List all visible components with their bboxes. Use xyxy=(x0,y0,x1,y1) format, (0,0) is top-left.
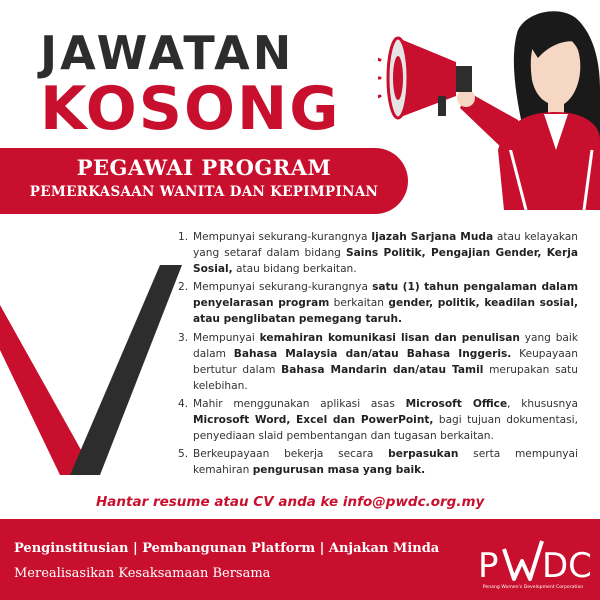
requirement-item xyxy=(178,279,578,327)
requirement-text xyxy=(193,446,578,478)
job-title: PEGAWAI PROGRAM xyxy=(76,155,332,180)
requirement-segment: bagi tujuan dokumentasi, penyediaan slaid pembentangan dan tugasan berkaitan. xyxy=(193,414,578,443)
headline-line1: JAWATAN xyxy=(40,26,295,80)
requirement-segment: yang baik dalam xyxy=(193,331,578,360)
requirements-list xyxy=(178,229,578,480)
requirement-emphasis: Microsoft Office xyxy=(405,397,508,410)
requirement-segment: serta mempunyai kemahiran xyxy=(193,448,578,477)
logo-subtext: Penang Women's Development Corporation xyxy=(482,585,584,590)
requirement-item xyxy=(178,446,578,478)
footer xyxy=(0,519,600,600)
requirement-text xyxy=(193,229,578,277)
requirement-number: 5. xyxy=(178,448,189,461)
requirement-emphasis: pengurusan masa yang baik. xyxy=(252,464,426,477)
requirement-segment: Berkeupayaan bekerja secara xyxy=(193,448,389,461)
requirement-number: 3. xyxy=(178,331,189,344)
headline-line2: KOSONG xyxy=(40,74,341,144)
requirement-segment: atau bidang berkaitan. xyxy=(232,263,357,276)
requirement-number: 2. xyxy=(178,281,189,294)
woman-megaphone-illustration xyxy=(378,0,600,210)
requirement-emphasis: Bahasa Malaysia dan/atau Bahasa Inggeris. xyxy=(233,347,512,360)
megaphone-icon xyxy=(388,38,472,118)
requirement-item xyxy=(178,330,578,394)
requirement-text xyxy=(193,396,578,444)
headline xyxy=(40,26,341,144)
requirement-emphasis: Ijazah Sarjana Muda xyxy=(371,231,494,243)
logo-letters-dc: DC xyxy=(542,546,592,586)
requirement-emphasis: Sains Politik, Pengajian Gender, Kerja Sosial, xyxy=(193,247,578,276)
requirement-segment: merupakan satu kelebihan. xyxy=(193,363,578,392)
requirement-item xyxy=(178,396,578,444)
requirement-segment: atau kelayakan yang setaraf dalam bidang xyxy=(193,231,579,260)
requirement-segment: , khususnya xyxy=(507,397,578,410)
footer-pillars: Penginstitusian | Pembangunan Platform | Anjakan Minda xyxy=(14,541,440,556)
requirement-segment: Keupayaan bertutur dalam xyxy=(193,347,578,376)
requirement-text xyxy=(193,279,578,327)
requirement-emphasis: gender, politik, keadilan sosial, atau penglibatan pemegang taruh. xyxy=(193,297,578,326)
apply-instruction: Hantar resume atau CV anda ke info@pwdc.org.my xyxy=(96,494,485,510)
requirement-number: 1. xyxy=(178,231,189,243)
requirement-item xyxy=(178,229,578,277)
job-subtitle: PEMERKASAAN WANITA DAN KEPIMPINAN xyxy=(29,184,379,200)
v-mark-graphic xyxy=(0,225,182,487)
requirement-emphasis: satu (1) tahun pengalaman dalam penyelarasan program xyxy=(193,281,578,310)
requirement-emphasis: kemahiran komunikasi lisan dan penulisan xyxy=(259,331,520,344)
requirement-emphasis: Microsoft Word, Excel dan PowerPoint, xyxy=(193,414,434,427)
requirement-segment: Mempunyai sekurang-kurangnya xyxy=(193,281,373,294)
requirement-emphasis: berpasukan xyxy=(388,448,459,461)
requirement-segment: Mahir menggunakan aplikasi asas xyxy=(193,397,406,410)
requirement-segment: Mempunyai sekurang-kurangnya xyxy=(193,231,372,243)
logo-letter-p: P xyxy=(478,546,499,586)
requirement-segment: Mempunyai xyxy=(193,331,260,344)
job-title-banner xyxy=(0,148,408,214)
requirement-number: 4. xyxy=(178,397,189,410)
requirement-segment: berkaitan xyxy=(329,297,389,310)
requirement-text xyxy=(193,330,578,394)
requirement-emphasis: Bahasa Mandarin dan/atau Tamil xyxy=(281,363,484,376)
footer-tagline: Merealisasikan Kesaksamaan Bersama xyxy=(14,566,271,581)
